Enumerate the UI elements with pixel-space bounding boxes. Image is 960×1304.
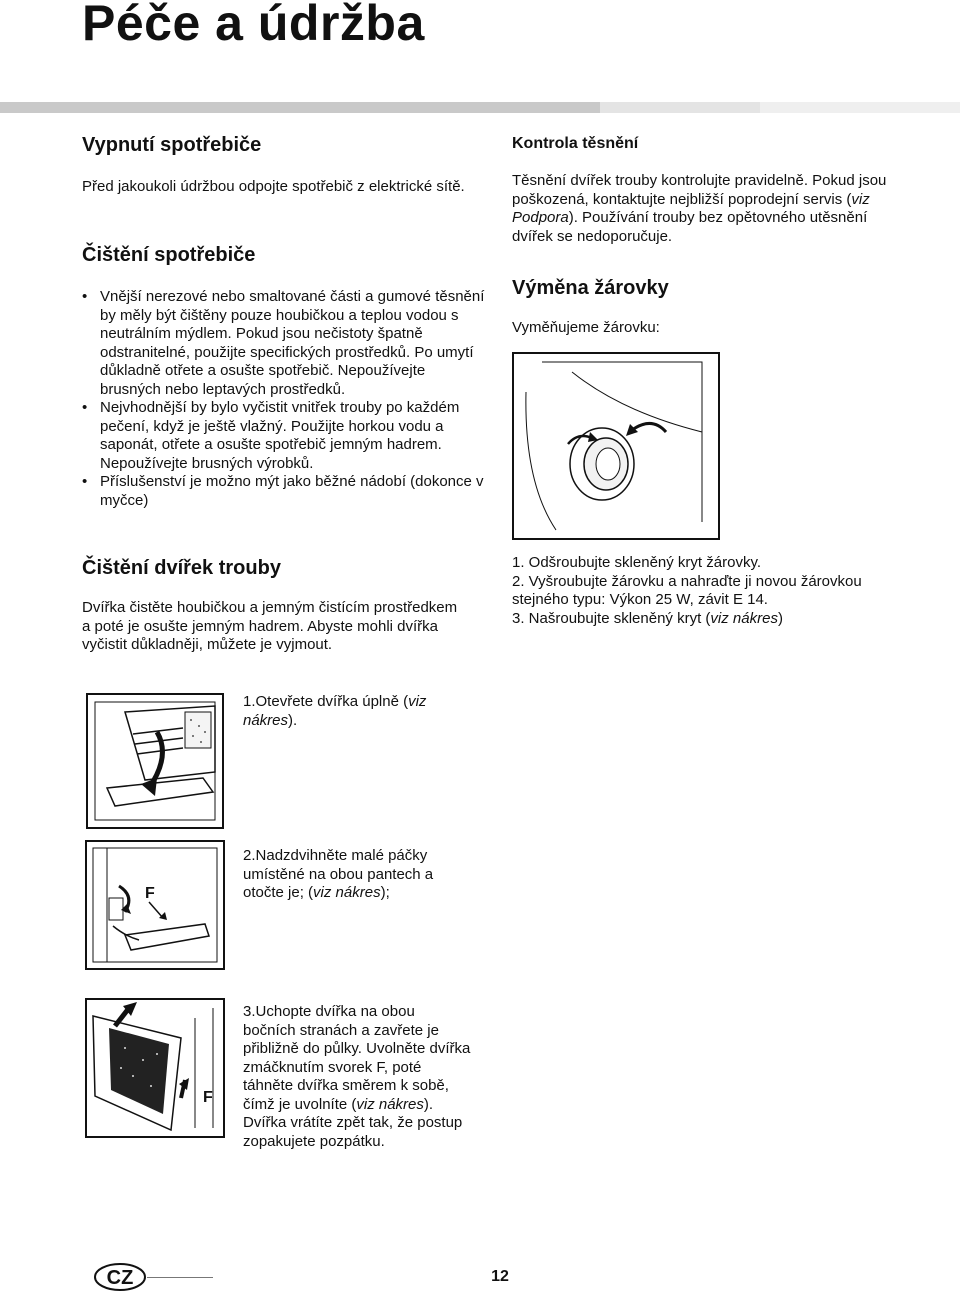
step-3-end: ). Dvířka vrátíte zpět tak, že postup zopakujete pozpátku. bbox=[243, 1095, 463, 1150]
label-f-2: F bbox=[203, 1089, 213, 1106]
step-1-ref: viz nákres bbox=[243, 693, 427, 729]
step-door-2 bbox=[243, 847, 453, 903]
figure-door-open bbox=[85, 692, 225, 832]
kontrola-text-end: ). Používání trouby bez opětovného utěsnění dvířek se nedoporučuje. bbox=[512, 209, 868, 245]
zarovka-step-3-end: ) bbox=[777, 609, 783, 627]
text-zarovka-intro: Vyměňujeme žárovku: bbox=[512, 319, 660, 336]
step-3-text: Uchopte dvířka na obou bočních stranách a zavřete je přibližně do půlky. Uvolněte dvířka zmáčknutím svorek F, poté táhněte dvířka směrem k sobě, čímž je uvolníte ( bbox=[243, 1003, 471, 1113]
heading-zarovka: Výměna žárovky bbox=[512, 277, 669, 299]
page-title: Péče a údržba bbox=[82, 0, 425, 51]
figure-hinge bbox=[85, 840, 225, 970]
cisteni-list bbox=[82, 288, 490, 510]
language-badge bbox=[93, 1262, 147, 1292]
language-code: CZ bbox=[106, 1267, 134, 1289]
figure-bulb bbox=[512, 352, 720, 540]
heading-dvirka: Čištění dvířek trouby bbox=[82, 557, 281, 579]
bulb-illustration bbox=[512, 352, 720, 540]
step-3-number: 3. bbox=[243, 1003, 256, 1020]
zarovka-step-3-text: 3. Našroubujte skleněný kryt ( bbox=[512, 609, 711, 627]
step-2-ref: viz nákres bbox=[313, 884, 381, 901]
door-open-illustration bbox=[85, 692, 225, 832]
page-number: 12 bbox=[491, 1268, 509, 1285]
text-vypnuti: Před jakoukoli údržbou odpojte spotřebič z elektrické sítě. bbox=[82, 178, 465, 195]
language-badge-shape bbox=[93, 1262, 147, 1292]
step-door-1 bbox=[243, 693, 443, 730]
step-1-text: Otevřete dvířka úplně ( bbox=[255, 693, 409, 710]
heading-kontrola: Kontrola těsnění bbox=[512, 135, 639, 152]
step-3-ref: viz nákres bbox=[356, 1095, 424, 1113]
kontrola-ref: viz Podpora bbox=[512, 190, 870, 226]
text-dvirka: Dvířka čistěte houbičkou a jemným čistícím prostředkem a poté je osušte jemným hadrem. Abyste mohli dvířka vyčistit důkladněji, můžete je vyjmout. bbox=[82, 599, 458, 653]
kontrola-text: Těsnění dvířek trouby kontrolujte pravidelně. Pokud jsou poškozená, kontaktujte nejbližší poprodejní servis ( bbox=[512, 172, 887, 208]
zarovka-step-1: 1. Odšroubujte skleněný kryt žárovky. bbox=[512, 554, 761, 571]
text-kontrola bbox=[512, 172, 902, 246]
step-1-end: ). bbox=[288, 711, 298, 729]
hinge-illustration bbox=[85, 840, 225, 970]
step-2-end: ); bbox=[380, 884, 390, 901]
zarovka-step-2: 2. Vyšroubujte žárovku a nahraďte ji novou žárovkou stejného typu: Výkon 25 W, závit E 14. bbox=[512, 572, 862, 608]
heading-cisteni: Čištění spotřebiče bbox=[82, 244, 256, 266]
zarovka-steps bbox=[512, 554, 912, 628]
zarovka-step-3 bbox=[512, 610, 912, 629]
footer-rule bbox=[147, 1277, 213, 1278]
step-door-3 bbox=[243, 1003, 471, 1151]
door-remove-illustration bbox=[85, 998, 225, 1138]
cisteni-bullet-2: • Nejvhodnější by bylo vyčistit vnitřek trouby po každém pečení, když je ještě vlažný. Použijte horkou vodu a saponát, otřete a osušte spotřebič jemným hadrem. Nepoužívejte brusných výrobků. bbox=[82, 399, 490, 473]
heading-vypnuti: Vypnutí spotřebiče bbox=[82, 134, 262, 156]
step-2-text: Nadzdvihněte malé páčky umístěné na obou pantech a otočte je; ( bbox=[243, 847, 434, 901]
label-f: F bbox=[145, 885, 155, 902]
zarovka-step-3-ref: viz nákres bbox=[710, 609, 778, 627]
figure-door-remove bbox=[85, 998, 225, 1138]
cisteni-bullet-3: • Příslušenství je možno mýt jako běžné nádobí (dokonce v myčce) bbox=[82, 473, 490, 510]
cisteni-bullet-1: • Vnější nerezové nebo smaltované části a gumové těsnění by měly být čištěny pouze houbičkou a teplou vodou s neutrálním mýdlem. Pokud jsou nečistoty špatně odstranitelné, použijte specifických prostředků. Po umytí důkladně otřete a osušte spotřebič. Nepoužívejte brusných nebo leptavých prostředků. bbox=[82, 288, 490, 399]
header-divider-lighter bbox=[760, 102, 960, 113]
step-2-number: 2. bbox=[243, 847, 256, 864]
step-1-number: 1. bbox=[243, 693, 256, 710]
